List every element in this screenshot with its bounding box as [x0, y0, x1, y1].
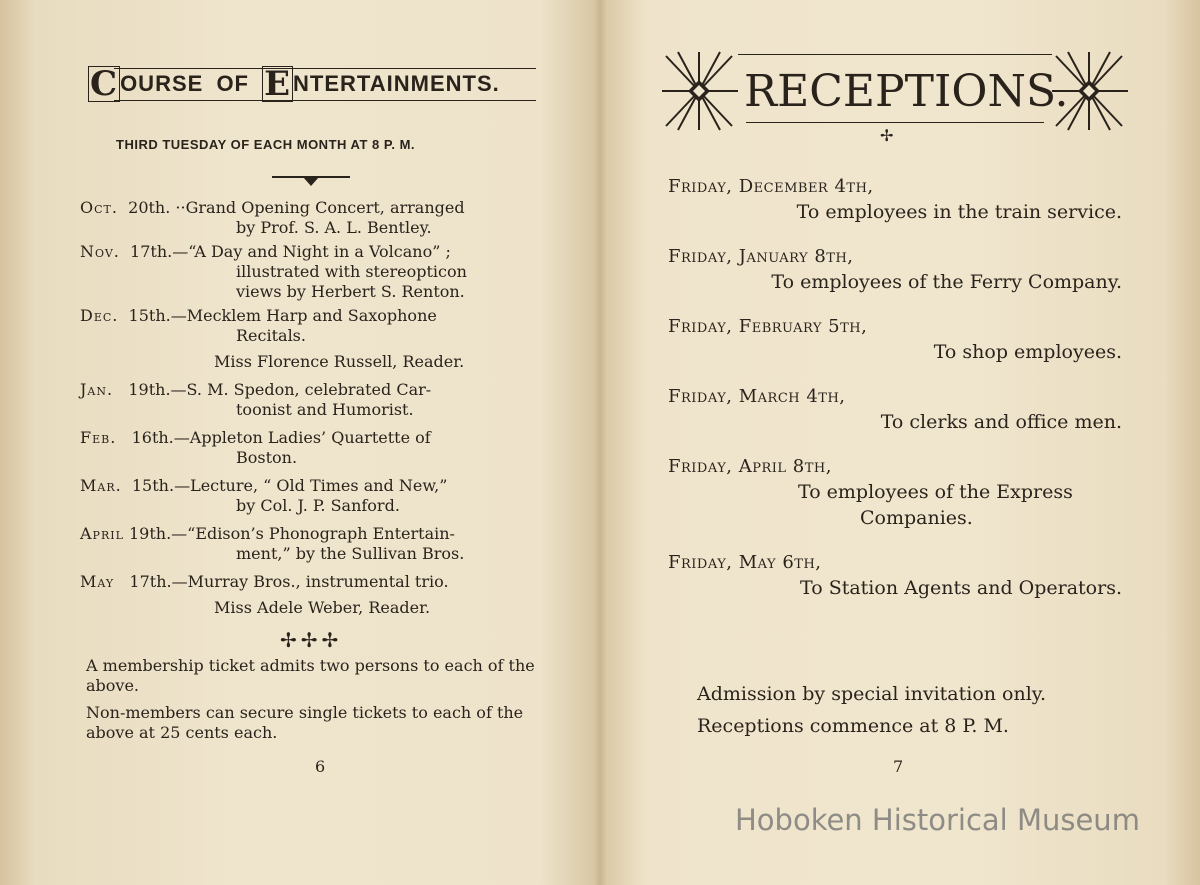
reception-audience: To clerks and office men.	[880, 411, 1122, 433]
entry-separator: —	[171, 572, 188, 591]
cross-ornaments: ✢✢✢	[280, 628, 343, 652]
entertainment-program	[80, 198, 570, 622]
membership-note: A membership ticket admits two persons to each of the above.	[86, 656, 535, 695]
page-number-left: 6	[315, 757, 326, 776]
entry-line: illustrated with stereopticon	[236, 262, 467, 281]
reception-audience-line: To employees of the Express	[798, 481, 1073, 503]
entry-reader: Miss Florence Russell, Reader.	[214, 352, 465, 371]
entry-day: 19th.	[128, 380, 171, 399]
admission-note: Admission by special invitation only.	[697, 683, 1047, 705]
entry-line: Mecklem Harp and Saxophone	[186, 306, 437, 325]
entry-separator: —	[170, 380, 187, 399]
entry-line: Recitals.	[236, 326, 306, 345]
reception-date: Friday, February 5th,	[668, 316, 868, 337]
reception-audience: To employees in the train service.	[796, 201, 1122, 223]
entry-separator: —	[170, 306, 187, 325]
entry-separator: ··	[175, 198, 186, 217]
entry-separator: —	[174, 476, 191, 495]
receptions-list	[668, 175, 1128, 621]
entry-separator: —	[172, 242, 189, 261]
reception-audience-line: Companies.	[860, 507, 973, 529]
heading-word-course: OURSE	[120, 71, 204, 96]
entry-day: 20th.	[128, 198, 171, 217]
schedule-subheading: THIRD TUESDAY OF EACH MONTH AT 8 P. M.	[116, 137, 416, 152]
program-entry	[80, 572, 570, 618]
title-rule-top	[738, 54, 1052, 55]
receptions-heading	[660, 46, 1130, 145]
entry-line: by Col. J. P. Sanford.	[236, 496, 400, 515]
reception-audience: To employees of the Ferry Company.	[771, 271, 1122, 293]
reception-date: Friday, April 8th,	[668, 456, 832, 477]
program-entry	[80, 198, 570, 238]
program-entry	[80, 306, 570, 372]
program-entry	[80, 380, 570, 420]
entry-month: May	[80, 572, 115, 591]
reception-audience: To shop employees.	[933, 341, 1122, 363]
heading-word-entertainments: NTERTAINMENTS.	[293, 71, 500, 96]
entertainments-heading	[88, 62, 536, 112]
reception-audience: To Station Agents and Operators.	[800, 577, 1122, 599]
non-member-note: Non-members can secure single tickets to each of the above at 25 cents each.	[86, 703, 524, 742]
reception-date: Friday, December 4th,	[668, 176, 874, 197]
title-cross-ornament: ✢	[880, 126, 894, 145]
entry-line: Murray Bros., instrumental trio.	[187, 572, 449, 591]
reception-item	[668, 315, 1128, 365]
entry-day: 16th.	[131, 428, 174, 447]
entry-month: Nov.	[80, 242, 120, 261]
entry-line: Grand Opening Concert, arranged	[185, 198, 465, 217]
entry-day: 19th.	[128, 524, 172, 543]
starburst-ornament-icon	[1050, 50, 1128, 132]
program-entry	[80, 428, 570, 468]
entry-line: Lecture, “ Old Times and New,”	[190, 476, 448, 495]
entry-reader: Miss Adele Weber, Reader.	[214, 598, 431, 617]
entry-month: Mar.	[80, 476, 122, 495]
heading-word-of: OF	[216, 71, 249, 96]
admission-notes	[697, 678, 1046, 742]
heading-title	[88, 66, 536, 102]
entry-month: Dec.	[80, 306, 119, 325]
reception-audience	[668, 479, 1128, 531]
title-rule-bottom	[746, 122, 1044, 123]
museum-watermark: Hoboken Historical Museum	[735, 803, 1140, 837]
entry-line: ment,” by the Sullivan Bros.	[236, 544, 465, 563]
entry-day: 17th.	[129, 572, 172, 591]
divider-ornament	[272, 175, 350, 187]
drop-cap-c: C	[90, 64, 119, 104]
entry-separator: —	[173, 428, 190, 447]
program-entry	[80, 524, 570, 564]
receptions-title: RECEPTIONS.	[744, 66, 1069, 117]
entry-line: by Prof. S. A. L. Bentley.	[236, 218, 432, 237]
reception-item	[668, 175, 1128, 225]
reception-date: Friday, May 6th,	[668, 552, 822, 573]
entry-line: toonist and Humorist.	[236, 400, 414, 419]
program-entry	[80, 242, 570, 302]
entry-line: “Edison’s Phonograph Entertain-	[187, 524, 455, 543]
program-entry	[80, 476, 570, 516]
start-time-note: Receptions commence at 8 P. M.	[697, 715, 1009, 737]
entry-day: 15th.	[128, 306, 171, 325]
entry-line: “A Day and Night in a Volcano” ;	[188, 242, 451, 261]
entry-separator: —	[171, 524, 188, 543]
reception-item	[668, 385, 1128, 435]
reception-item	[668, 245, 1128, 295]
entry-line: S. M. Spedon, celebrated Car-	[186, 380, 432, 399]
entry-month: Feb.	[80, 428, 117, 447]
entry-line: Boston.	[236, 448, 298, 467]
entry-day: 15th.	[131, 476, 175, 495]
drop-cap-e: E	[264, 64, 292, 104]
entry-line: Appleton Ladies’ Quartette of	[189, 428, 431, 447]
entry-day: 17th.	[130, 242, 173, 261]
reception-item	[668, 455, 1128, 531]
page-number-right: 7	[893, 757, 904, 776]
reception-date: Friday, January 8th,	[668, 246, 854, 267]
starburst-ornament-icon	[660, 50, 738, 132]
entry-month: Jan.	[80, 380, 114, 399]
entry-month: Oct.	[80, 198, 118, 217]
reception-item	[668, 551, 1128, 601]
entry-line: views by Herbert S. Renton.	[236, 282, 465, 301]
reception-date: Friday, March 4th,	[668, 386, 846, 407]
entry-month: April	[80, 524, 124, 543]
